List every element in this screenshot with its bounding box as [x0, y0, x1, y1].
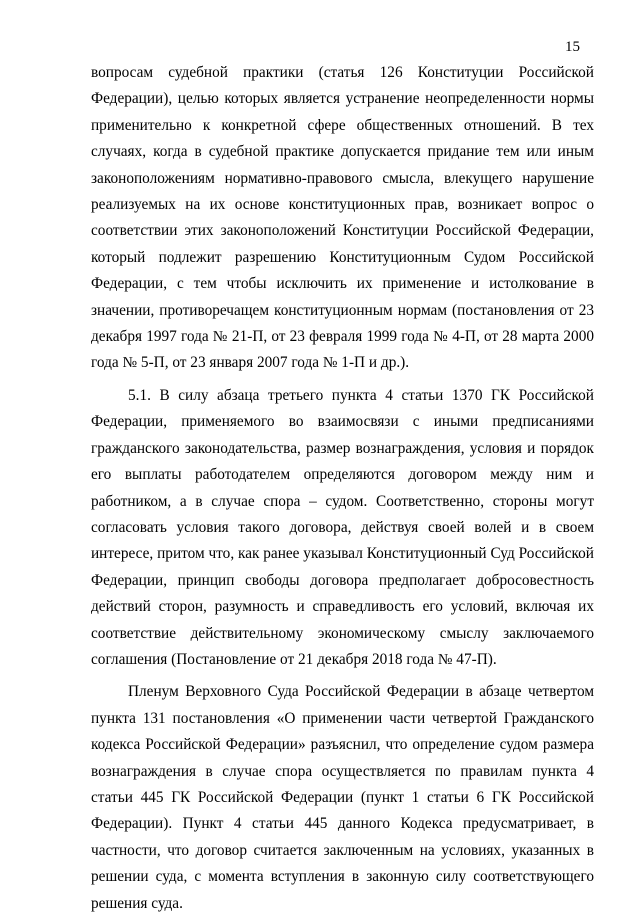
paragraph-continuation: вопросам судебной практики (статья 126 Конституции Российской Федерации), целью которых является устранение неопределенности нормы применительно к конкретной сфере общественных отношений. В тех случаях, когда в судебной практике допускается придание тем или иным законоположениям нормативно-правового смысла, влекущего нарушение реализуемых на их основе конституционных прав, возникает вопрос о соответствии этих законоположений Конституции Российской Федерации, который подлежит разрешению Конституционным Судом Российской Федерации, с тем чтобы исключить их применение и истолкование в значении, противоречащем конституционным нормам (постановления от 23 декабря 1997 года № 21-П, от 23 февраля 1999 года № 4-П, от 28 марта 2000 года № 5-П, от 23 января 2007 года № 1-П и др.).	[91, 64, 594, 372]
document-body	[91, 60, 594, 917]
page-number: 15	[565, 39, 580, 55]
paragraph-section-5-1: 5.1. В силу абзаца третьего пункта 4 статьи 1370 ГК Российской Федерации, применяемого во взаимосвязи с иными предписаниями гражданского законодательства, размер вознаграждения, условия и порядок его выплаты работодателем определяются договором между ним и работником, а в случае спора – судом. Соответственно, стороны могут согласовать условия такого договора, действуя своей волей и в своем интересе, притом что, как ранее указывал Конституционный Суд Российской Федерации, принцип свободы договора предполагает добросовестность действий сторон, разумность и справедливость его условий, включая их соответствие действительному экономическому смыслу заключаемого соглашения (Постановление от 21 декабря 2018 года № 47-П).	[91, 386, 594, 668]
paragraph-plenum: Пленум Верховного Суда Российской Федерации в абзаце четвертом пункта 131 постановления «О применении части четвертой Гражданского кодекса Российской Федерации» разъяснил, что определение судом размера вознаграждения в случае спора осуществляется по правилам пункта 4 статьи 445 ГК Российской Федерации (пункт 1 статьи 6 ГК Российской Федерации). Пункт 4 статьи 445 данного Кодекса предусматривает, в частности, что договор считается заключенным на условиях, указанных в решении суда, с момента вступления в законную силу соответствующего решения суда.	[91, 683, 594, 912]
